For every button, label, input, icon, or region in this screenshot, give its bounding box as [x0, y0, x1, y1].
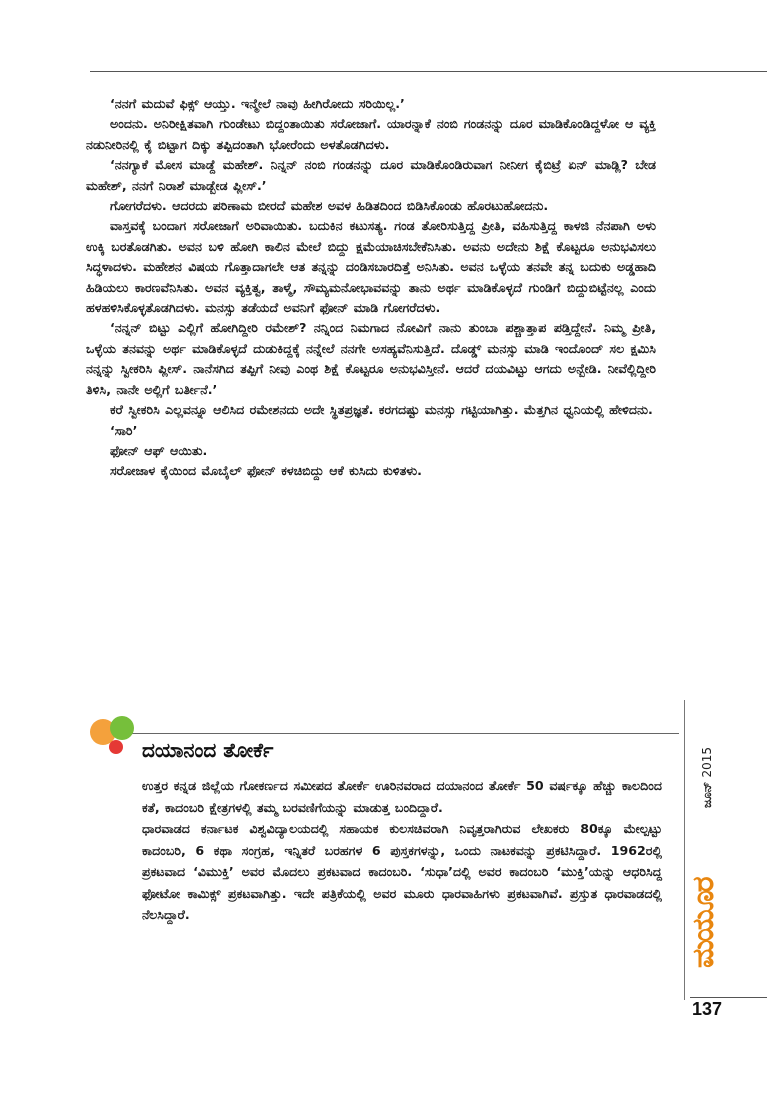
sidebar-rule — [684, 700, 685, 1000]
story-paragraph: ಗೋಗರೆದಳು. ಆದರದು ಪರಿಣಾಮ ಬೀರದೆ ಮಹೇಶ ಅವಳ ಹಿಡಿತದಿಂದ ಬಿಡಿಸಿಕೊಂಡು ಹೊರಟುಹೋದನು. — [110, 198, 549, 214]
story-paragraph: ಕರೆ ಸ್ವೀಕರಿಸಿ ಎಲ್ಲವನ್ನೂ ಆಲಿಸಿದ ರಮೇಶನದು ಅದೇ ಸ್ಥಿತಪ್ರಜ್ಞತೆ. ಕರಗದಷ್ಟು ಮನಸ್ಸು ಗಟ್ಟಿಯಾಗಿತ್ತು. ಮೆತ್ತಗಿನ ಧ್ವನಿಯಲ್ಲಿ ಹೇಳಿದನು. — [110, 402, 653, 418]
bio-paragraph: ಉತ್ತರ ಕನ್ನಡ ಜಿಲ್ಲೆಯ ಗೋಕರ್ಣದ ಸಮೀಪದ ತೋರ್ಕೆ ಊರಿನವರಾದ ದಯಾನಂದ ತೋರ್ಕೆ 50 ವರ್ಷಕ್ಕೂ ಹೆಚ್ಚು ಕಾಲದಿಂದ ಕತೆ, ಕಾದಂಬರಿ ಕ್ಷೇತ್ರಗಳಲ್ಲಿ ತಮ್ಮ ಬರವಣಿಗೆಯನ್ನು ಮಾಡುತ್ತ ಬಂದಿದ್ದಾರೆ. — [142, 778, 662, 815]
story-paragraph: ವಾಸ್ತವಕ್ಕೆ ಬಂದಾಗ ಸರೋಜಾಗೆ ಅರಿವಾಯಿತು. ಬದುಕಿನ ಕಟುಸತ್ಯ. ಗಂಡ ತೋರಿಸುತ್ತಿದ್ದ ಪ್ರೀತಿ, ವಹಿಸುತ್ತಿದ್ದ ಕಾಳಜಿ ನೆನಪಾಗಿ ಅಳು ಉಕ್ಕಿ ಬರತೊಡಗಿತು. ಅವನ ಬಳಿ ಹೋಗಿ ಕಾಲಿನ ಮೇಲೆ ಬಿದ್ದು ಕ್ಷಮೆಯಾಚಿಸಬೇಕೆನಿಸಿತು. ಅವನು ಅದೇನು ಶಿಕ್ಷೆ ಕೊಟ್ಟರೂ ಅನುಭವಿಸಲು ಸಿದ್ಧಳಾದಳು. ಮಹೇಶನ ವಿಷಯ ಗೊತ್ತಾದಾಗಲೇ ಆತ ತನ್ನನ್ನು ದಂಡಿಸಬಾರದಿತ್ತೆ ಅನಿಸಿತು. ಅವನ ಒಳ್ಳೆಯ ತನವೇ ತನ್ನ ಬದುಕು ಅಡ್ಡಹಾದಿ ಹಿಡಿಯಲು ಕಾರಣವೆನಿಸಿತು. ಅವನ ವ್ಯಕ್ತಿತ್ವ, ತಾಳ್ಮೆ, ಸೌಮ್ಯಮನೋಭಾವವನ್ನು ತಾನು ಅರ್ಥ ಮಾಡಿಕೊಳ್ಳದೆ ಗುಂಡಿಗೆ ಬಿದ್ದುಬಿಟ್ಟೆನಲ್ಲ ಎಂದು ಹಳಹಳಿಸಿಕೊಳ್ಳತೊಡಗಿದಳು. ಮನಸ್ಸು ತಡೆಯದೆ ಅವನಿಗೆ ಫೋನ್ ಮಾಡಿ ಗೋಗರೆದಳು. — [86, 218, 656, 316]
decorative-dots — [90, 716, 136, 760]
story-paragraph: ‘ಸಾರಿ’ — [110, 422, 138, 438]
story-paragraph: ‘ನನಗೆ ಮದುವೆ ಫಿಕ್ಸ್ ಆಯ್ತು. ಇನ್ಮೇಲೆ ನಾವು ಹೀಗಿರೋದು ಸರಿಯಿಲ್ಲ.’ — [110, 96, 405, 111]
red-dot-icon — [109, 740, 123, 754]
magazine-logo: ಮಯೂರ — [686, 878, 721, 968]
story-text — [86, 94, 656, 482]
page-number-rule — [690, 997, 767, 998]
green-dot-icon — [110, 716, 134, 740]
story-paragraph: ‘ನನ್ನನ್ ಬಿಟ್ಟು ಎಲ್ಲಿಗೆ ಹೋಗಿದ್ದೀರಿ ರಮೇಶ್? ನನ್ನಿಂದ ನಿಮಗಾದ ನೋವಿಗೆ ನಾನು ತುಂಬಾ ಪಶ್ಚಾತ್ತಾಪ ಪಡ್ತಿದ್ದೇನೆ. ನಿಮ್ಮ ಪ್ರೀತಿ, ಒಳ್ಳೆಯ ತನವನ್ನು ಅರ್ಥ ಮಾಡಿಕೊಳ್ಳದೆ ದುಡುಕಿದ್ದಕ್ಕೆ ನನ್ನೇಲೆ ನನಗೇ ಅಸಹ್ಯವೆನಿಸುತ್ತಿದೆ. ದೊಡ್ಡ್ ಮನಸ್ಸು ಮಾಡಿ ಇಂದೊಂದ್ ಸಲ ಕ್ಷಮಿಸಿ ನನ್ನನ್ನು ಸ್ವೀಕರಿಸಿ ಪ್ಲೀಸ್. ನಾನೆಸಗಿದ ತಪ್ಪಿಗೆ ನೀವು ಎಂಥ ಶಿಕ್ಷೆ ಕೊಟ್ಟರೂ ಅನುಭವಿಸ್ತೀನೆ. ಆದರೆ ದಯವಿಟ್ಟು ಆಗದು ಅನ್ಬೇಡಿ. ನೀವೆಲ್ಲಿದ್ದೀರಿ ತಿಳಿಸಿ, ನಾನೇ ಅಲ್ಲಿಗೆ ಬರ್ತೀನೆ.’ — [86, 320, 656, 397]
issue-date — [700, 747, 715, 808]
story-paragraph: ಫೋನ್ ಆಫ್ ಆಯಿತು. — [110, 442, 208, 458]
top-rule — [90, 71, 767, 72]
author-name: ದಯಾನಂದ ತೋರ್ಕೆ — [142, 738, 274, 762]
issue-year: 2015 — [700, 746, 714, 778]
author-section-rule — [112, 733, 679, 734]
bio-paragraph: ಧಾರವಾಡದ ಕರ್ನಾಟಕ ವಿಶ್ವವಿದ್ಯಾಲಯದಲ್ಲಿ ಸಹಾಯಕ ಕುಲಸಚಿವರಾಗಿ ನಿವೃತ್ತರಾಗಿರುವ ಲೇಖಕರು 80ಕ್ಕೂ ಮೇಲ್ಪಟ್ಟು ಕಾದಂಬರಿ, 6 ಕಥಾ ಸಂಗ್ರಹ, ಇನ್ನಿತರೆ ಬರಹಗಳ 6 ಪುಸ್ತಕಗಳನ್ನು, ಒಂದು ನಾಟಕವನ್ನು ಪ್ರಕಟಿಸಿದ್ದಾರೆ. 1962ರಲ್ಲಿ ಪ್ರಕಟವಾದ ‘ವಿಮುಕ್ತಿ’ ಅವರ ಮೊದಲು ಪ್ರಕಟವಾದ ಕಾದಂಬರಿ. ‘ಸುಧಾ’ದಲ್ಲಿ ಅವರ ಕಾದಂಬರಿ ‘ಮುಕ್ತಿ’ಯನ್ನು ಆಧರಿಸಿದ್ದ ಫೋಟೋ ಕಾಮಿಕ್ಸ್ ಪ್ರಕಟವಾಗಿತ್ತು. ಇದೇ ಪತ್ರಿಕೆಯಲ್ಲಿ ಅವರ ಮೂರು ಧಾರವಾಹಿಗಳು ಪ್ರಕಟವಾಗಿವೆ. ಪ್ರಸ್ತುತ ಧಾರವಾಡದಲ್ಲಿ ನೆಲಸಿದ್ದಾರೆ. — [142, 821, 662, 922]
page-number: 137 — [692, 999, 723, 1019]
issue-month: ಜೂನ್ — [700, 781, 714, 808]
story-paragraph: ‘ನನಗ್ಯಾಕೆ ಮೋಸ ಮಾಡ್ದೆ ಮಹೇಶ್. ನಿನ್ನನ್ ನಂಬಿ ಗಂಡನನ್ನು ದೂರ ಮಾಡಿಕೊಂಡಿರುವಾಗ ನೀನೀಗ ಕೈಬಿಟ್ರೆ ಏನ್ ಮಾಡ್ಲಿ? ಬೇಡ ಮಹೇಶ್, ನನಗೆ ನಿರಾಶೆ ಮಾಡ್ಬೇಡ ಪ್ಲೀಸ್.’ — [86, 157, 656, 193]
story-paragraph: ಸರೋಜಾಳ ಕೈಯಿಂದ ಮೊಬೈಲ್ ಫೋನ್ ಕಳಚಿಬಿದ್ದು ಆಕೆ ಕುಸಿದು ಕುಳಿತಳು. — [110, 463, 422, 479]
author-bio — [142, 775, 662, 926]
story-paragraph: ಅಂದನು. ಅನಿರೀಕ್ಷಿತವಾಗಿ ಗುಂಡೇಟು ಬಿದ್ದಂತಾಯಿತು ಸರೋಜಾಗೆ. ಯಾರನ್ನಾಕೆ ನಂಬಿ ಗಂಡನನ್ನು ದೂರ ಮಾಡಿಕೊಂಡಿದ್ದಳೋ ಆ ವ್ಯಕ್ತಿ ನಡುನೀರಿನಲ್ಲಿ ಕೈ ಬಿಟ್ಟಾಗ ದಿಕ್ಕು ತಪ್ಪಿದಂತಾಗಿ ಭೋರೆಂದು ಅಳತೊಡಗಿದಳು. — [86, 116, 656, 152]
